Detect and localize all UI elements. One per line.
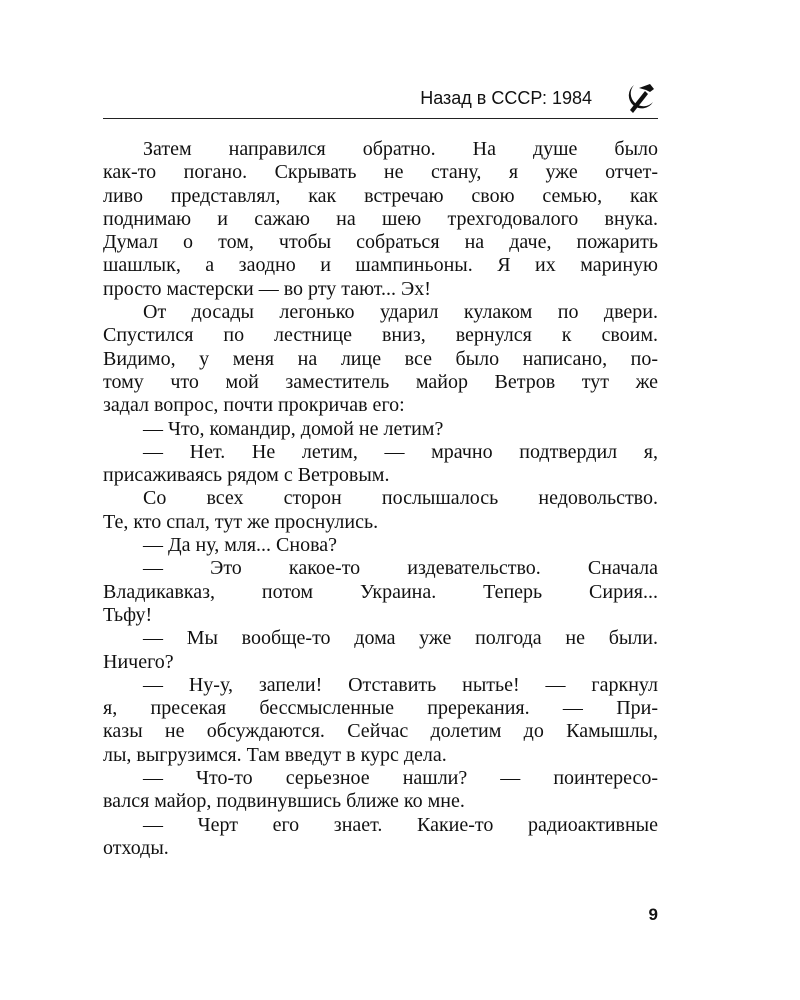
text-line: — Что, командир, домой не летим?: [143, 417, 444, 440]
text-line: поднимаю и сажаю на шею трехгодовалого внука.: [103, 207, 658, 230]
text-line: Те, кто спал, тут же проснулись.: [103, 510, 379, 533]
text-line: От досады легонько ударил кулаком по двери.: [143, 301, 658, 324]
text-line: Видимо, у меня на лице все было написано, по-: [103, 347, 658, 370]
text-line: — Мы вообще-то дома уже полгода не были.: [143, 627, 658, 650]
text-line: вался майор, подвинувшись ближе ко мне.: [103, 790, 465, 813]
text-line: казы не обсуждаются. Сейчас долетим до Камышлы,: [103, 720, 658, 743]
text-line: как-то погано. Скрывать не стану, я уже отчет-: [103, 161, 658, 184]
text-line: присаживаясь рядом с Ветровым.: [103, 464, 390, 487]
text-line: лы, выгрузимся. Там введут в курс дела.: [103, 743, 447, 766]
text-line: Спустился по лестнице вниз, вернулся к своим.: [103, 324, 658, 347]
text-line: задал вопрос, почти прокричав его:: [103, 394, 405, 417]
text-line: — Да ну, мля... Снова?: [143, 534, 338, 557]
text-line: ливо представлял, как встречаю свою семью, как: [103, 184, 658, 207]
text-line: — Это какое-то издевательство. Сначала: [143, 557, 658, 580]
text-line: Со всех сторон послышалось недовольство.: [143, 487, 658, 510]
text-line: — Черт его знает. Какие-то радиоактивные: [143, 813, 658, 836]
text-line: — Нет. Не летим, — мрачно подтвердил я,: [143, 440, 658, 463]
text-line: тому что мой заместитель майор Ветров тут же: [103, 370, 658, 393]
hammer-sickle-icon: [624, 80, 658, 114]
text-line: отходы.: [103, 836, 169, 859]
text-line: Владикавказ, потом Украина. Теперь Сирия...: [103, 580, 658, 603]
page-number: 9: [648, 905, 658, 924]
running-header: [103, 74, 658, 118]
text-line: шашлык, а заодно и шампиньоны. Я их мариную: [103, 254, 658, 277]
text-line: я, пресекая бессмысленные пререкания. — При-: [103, 697, 658, 720]
text-line: Тьфу!: [103, 603, 153, 626]
text-line: — Что-то серьезное нашли? — поинтересо-: [143, 767, 658, 790]
text-line: Думал о том, чтобы собраться на даче, пожарить: [103, 231, 658, 254]
body-text: [103, 138, 658, 860]
text-line: Ничего?: [103, 650, 174, 673]
header-rule: [103, 118, 658, 119]
text-line: Затем направился обратно. На душе было: [143, 138, 658, 160]
text-line: просто мастерски — во рту тают... Эх!: [103, 277, 431, 300]
text-line: — Ну-у, запели! Отставить нытье! — гаркнул: [143, 673, 658, 696]
book-title: Назад в СССР: 1984: [420, 88, 592, 108]
